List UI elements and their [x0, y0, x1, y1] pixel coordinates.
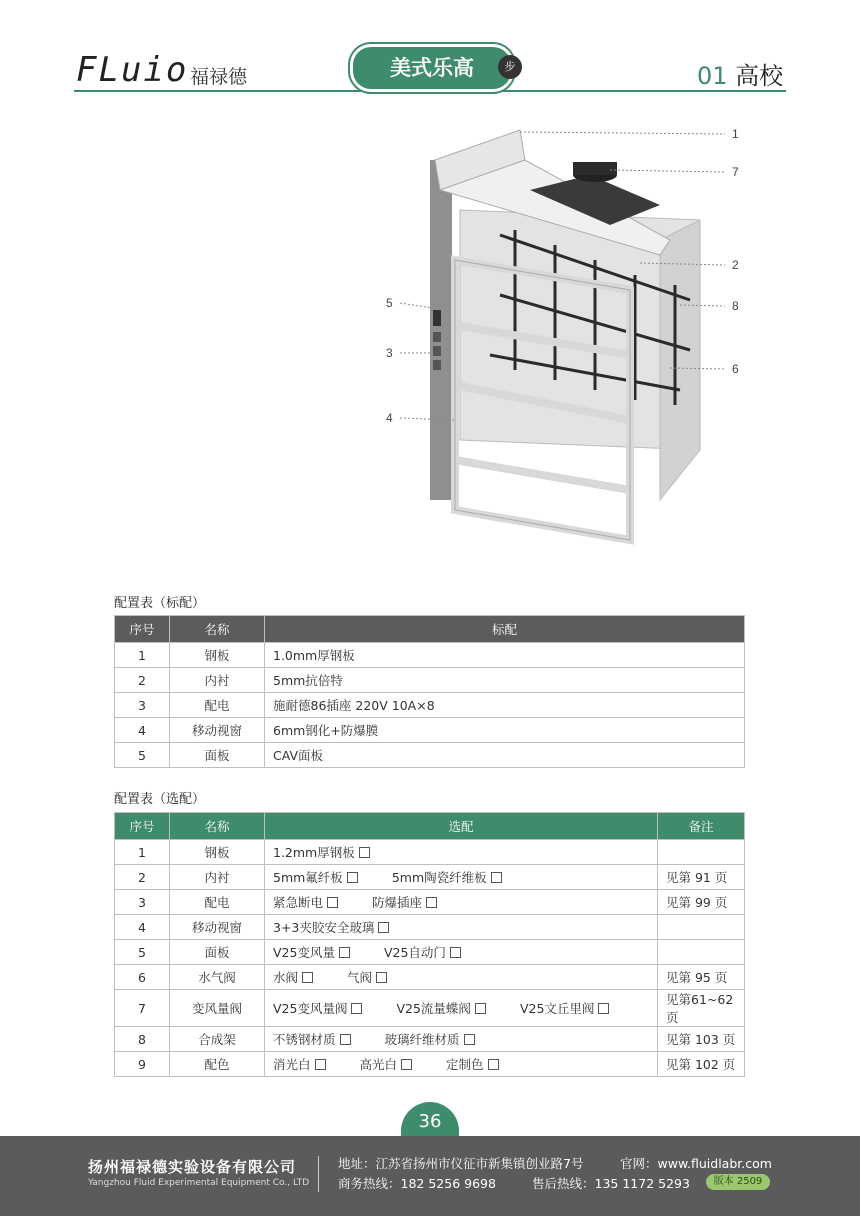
table-row: [115, 718, 745, 743]
chapter-number: 01: [697, 62, 728, 90]
option-label: 不锈钢材质: [273, 1032, 336, 1047]
checkbox[interactable]: [491, 872, 502, 883]
callout-3: 3: [386, 346, 393, 360]
company-name: 扬州福禄德实验设备有限公司: [88, 1158, 297, 1176]
option-label: 定制色: [446, 1057, 484, 1072]
option-label: 5mm陶瓷纤维板: [391, 870, 487, 885]
row-number: 5: [115, 743, 170, 768]
table-row: [115, 965, 745, 990]
option-choice[interactable]: [520, 1001, 609, 1016]
checkbox[interactable]: [426, 897, 437, 908]
option-choice[interactable]: [273, 970, 313, 985]
item-name: 内衬: [170, 668, 265, 693]
option-list: [265, 1027, 658, 1052]
checkbox[interactable]: [450, 947, 461, 958]
option-label: V25变风量阀: [273, 1001, 348, 1016]
chapter-title: 高校: [735, 62, 784, 90]
option-label: 3+3夹胶安全玻璃: [273, 920, 375, 935]
standard-config-table: [114, 615, 745, 768]
checkbox[interactable]: [339, 947, 350, 958]
option-label: 5mm氟纤板: [273, 870, 343, 885]
note: [658, 940, 745, 965]
fume-hood-illustration: [380, 120, 800, 570]
standard-spec: 1.0mm厚钢板: [265, 643, 745, 668]
checkbox[interactable]: [488, 1059, 499, 1070]
standard-spec: CAV面板: [265, 743, 745, 768]
callout-5: 5: [386, 296, 393, 310]
col-header-no: 序号: [115, 616, 170, 643]
row-number: 1: [115, 643, 170, 668]
option-list: [265, 1052, 658, 1077]
option-label: 防爆插座: [372, 895, 423, 910]
option-label: V25自动门: [383, 945, 446, 960]
note: [658, 915, 745, 940]
checkbox[interactable]: [401, 1059, 412, 1070]
checkbox[interactable]: [359, 847, 370, 858]
table-row: [115, 1052, 745, 1077]
item-name: 合成架: [170, 1027, 265, 1052]
option-label: V25流量蝶阀: [396, 1001, 471, 1016]
option-label: 气阀: [347, 970, 373, 985]
standard-spec: 5mm抗倍特: [265, 668, 745, 693]
series-badge: 美式乐高: [350, 44, 514, 92]
option-choice[interactable]: [446, 1057, 499, 1072]
checkbox[interactable]: [347, 872, 358, 883]
chapter-heading: [697, 56, 783, 91]
option-label: 玻璃纤维材质: [384, 1032, 460, 1047]
item-name: 移动视窗: [170, 915, 265, 940]
checkbox[interactable]: [376, 972, 387, 983]
footer-divider: [318, 1156, 319, 1192]
note: 见第 103 页: [658, 1027, 745, 1052]
option-choice[interactable]: [273, 1057, 326, 1072]
checkbox[interactable]: [351, 1003, 362, 1014]
footer-website: 官网：www.fluidlabr.com: [620, 1156, 772, 1171]
row-number: 9: [115, 1052, 170, 1077]
checkbox[interactable]: [378, 922, 389, 933]
col-header-optional: 选配: [265, 813, 658, 840]
option-choice[interactable]: [385, 1032, 475, 1047]
note: 见第 102 页: [658, 1052, 745, 1077]
callout-1: 1: [732, 127, 739, 141]
note: 见第 95 页: [658, 965, 745, 990]
option-choice[interactable]: [273, 870, 358, 885]
version-badge: 版本 2509: [706, 1174, 770, 1190]
option-choice[interactable]: [396, 1001, 485, 1016]
option-label: 高光白: [359, 1057, 398, 1072]
left-column: [430, 160, 452, 500]
option-label: 水阀: [273, 970, 299, 985]
checkbox[interactable]: [464, 1034, 475, 1045]
callout-8: 8: [732, 299, 739, 313]
table-row: [115, 743, 745, 768]
footer: [0, 1136, 860, 1216]
item-name: 面板: [170, 743, 265, 768]
option-choice[interactable]: [273, 1001, 362, 1016]
option-list: [265, 965, 658, 990]
col-header-standard: 标配: [265, 616, 745, 643]
item-name: 钢板: [170, 840, 265, 865]
standard-spec: 6mm钢化+防爆膜: [265, 718, 745, 743]
table-row: [115, 668, 745, 693]
callout-7: 7: [732, 165, 739, 179]
table-row: [115, 840, 745, 865]
table-row: [115, 1027, 745, 1052]
col-header-name: 名称: [170, 616, 265, 643]
row-number: 4: [115, 718, 170, 743]
item-name: 移动视窗: [170, 718, 265, 743]
option-choice[interactable]: [273, 845, 370, 860]
note: 见第 91 页: [658, 865, 745, 890]
table-row: [115, 865, 745, 890]
table-row: [115, 990, 745, 1027]
option-choice[interactable]: [273, 945, 350, 960]
footer-sales-hotline: 商务热线：182 5256 9698: [338, 1176, 496, 1191]
checkbox[interactable]: [340, 1034, 351, 1045]
company-name-en: Yangzhou Fluid Experimental Equipment Co., LTD: [88, 1178, 310, 1188]
table-row: [115, 693, 745, 718]
option-list: [265, 865, 658, 890]
option-choice[interactable]: [273, 895, 338, 910]
option-choice[interactable]: [273, 1032, 351, 1047]
note: [658, 840, 745, 865]
optional-config-title: 配置表（选配）: [114, 792, 206, 807]
standard-spec: 施耐德86插座 220V 10A×8: [265, 693, 745, 718]
row-number: 5: [115, 940, 170, 965]
row-number: 2: [115, 865, 170, 890]
callout-6: 6: [732, 362, 739, 376]
callout-4: 4: [386, 411, 393, 425]
checkbox[interactable]: [598, 1003, 609, 1014]
item-name: 配色: [170, 1052, 265, 1077]
option-list: [265, 890, 658, 915]
col-header-no: 序号: [115, 813, 170, 840]
option-list: [265, 940, 658, 965]
option-choice[interactable]: [347, 970, 387, 985]
option-choice[interactable]: [360, 1057, 413, 1072]
option-label: 紧急断电: [273, 895, 324, 910]
item-name: 配电: [170, 890, 265, 915]
checkbox[interactable]: [302, 972, 313, 983]
option-label: V25文丘里阀: [519, 1001, 595, 1016]
option-list: [265, 990, 658, 1027]
row-number: 7: [115, 990, 170, 1027]
row-number: 8: [115, 1027, 170, 1052]
page-number: 36: [401, 1102, 459, 1146]
item-name: 面板: [170, 940, 265, 965]
brand-name-cn: 福禄德: [190, 66, 248, 88]
note: 见第61~62页: [658, 990, 745, 1027]
checkbox[interactable]: [475, 1003, 486, 1014]
col-header-name: 名称: [170, 813, 265, 840]
option-list: [265, 915, 658, 940]
item-name: 变风量阀: [170, 990, 265, 1027]
option-label: 1.2mm厚钢板: [273, 845, 355, 860]
note: 见第 99 页: [658, 890, 745, 915]
brand-logo: FLuio: [76, 50, 189, 90]
option-choice[interactable]: [392, 870, 502, 885]
optional-config-table: [114, 812, 745, 1077]
option-choice[interactable]: [273, 920, 389, 935]
item-name: 内衬: [170, 865, 265, 890]
standard-config-title: 配置表（标配）: [114, 596, 206, 611]
option-label: V25变风量: [273, 945, 335, 960]
row-number: 1: [115, 840, 170, 865]
table-row: [115, 643, 745, 668]
callout-2: 2: [732, 258, 739, 272]
item-name: 配电: [170, 693, 265, 718]
option-label: 消光白: [273, 1057, 311, 1072]
footer-service-hotline: 售后热线：135 1172 5293: [532, 1176, 690, 1191]
row-number: 6: [115, 965, 170, 990]
item-name: 钢板: [170, 643, 265, 668]
row-number: 3: [115, 693, 170, 718]
checkbox[interactable]: [315, 1059, 326, 1070]
row-number: 3: [115, 890, 170, 915]
option-list: [265, 840, 658, 865]
option-choice[interactable]: [372, 895, 437, 910]
row-number: 4: [115, 915, 170, 940]
table-row: [115, 915, 745, 940]
table-row: [115, 940, 745, 965]
row-number: 2: [115, 668, 170, 693]
option-choice[interactable]: [384, 945, 461, 960]
col-header-note: 备注: [658, 813, 745, 840]
series-badge-sub: 步: [498, 55, 522, 79]
checkbox[interactable]: [327, 897, 338, 908]
table-row: [115, 890, 745, 915]
item-name: 水气阀: [170, 965, 265, 990]
footer-address: 地址：江苏省扬州市仪征市新集镇创业路7号: [338, 1156, 584, 1171]
